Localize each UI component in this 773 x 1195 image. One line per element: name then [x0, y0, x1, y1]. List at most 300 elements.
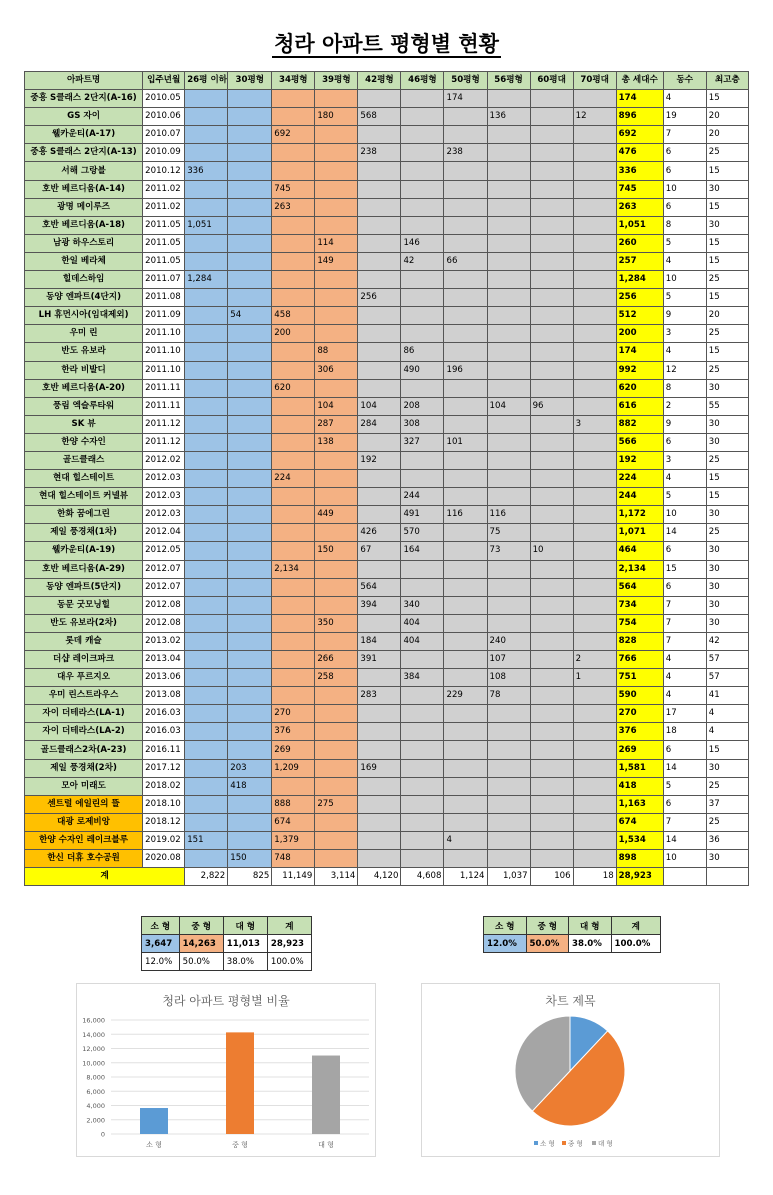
- table-cell: [228, 289, 272, 307]
- table-cell: 2011.12: [143, 415, 185, 433]
- apartment-name: 호반 베르디움(A-20): [25, 379, 143, 397]
- table-cell: 54: [228, 307, 272, 325]
- y-tick-label: 8,000: [86, 1073, 105, 1082]
- table-cell: [444, 415, 487, 433]
- table-cell: [444, 216, 487, 234]
- table-cell: [272, 578, 315, 596]
- table-row: [25, 361, 749, 379]
- table-cell: [487, 777, 530, 795]
- table-cell: [487, 451, 530, 469]
- bar-chart-svg: [77, 984, 375, 1156]
- table-cell: [358, 126, 401, 144]
- table-cell: 828: [616, 632, 663, 650]
- table-cell: [573, 162, 616, 180]
- table-cell: [315, 180, 358, 198]
- table-cell: [358, 669, 401, 687]
- table-cell: 146: [401, 234, 444, 252]
- table-cell: [315, 307, 358, 325]
- table-cell: [228, 632, 272, 650]
- table-cell: [358, 180, 401, 198]
- table-cell: [315, 596, 358, 614]
- table-cell: [228, 144, 272, 162]
- total-percent: 100.0%: [267, 953, 311, 971]
- apartment-name: GS 자이: [25, 108, 143, 126]
- table-cell: [315, 705, 358, 723]
- table-cell: [272, 397, 315, 415]
- table-cell: [444, 759, 487, 777]
- table-cell: 2011.05: [143, 252, 185, 270]
- table-cell: [487, 325, 530, 343]
- table-cell: 2012.08: [143, 614, 185, 632]
- table-cell: 2012.07: [143, 578, 185, 596]
- table-cell: [444, 271, 487, 289]
- table-cell: 308: [401, 415, 444, 433]
- table-cell: 2011.09: [143, 307, 185, 325]
- table-cell: [530, 759, 573, 777]
- table-row: [25, 252, 749, 270]
- table-cell: 25: [706, 524, 748, 542]
- table-row: [25, 397, 749, 415]
- table-cell: [530, 506, 573, 524]
- table-cell: [487, 596, 530, 614]
- table-cell: [185, 741, 228, 759]
- table-cell: [487, 795, 530, 813]
- table-cell: 2016.03: [143, 705, 185, 723]
- table-row: [25, 451, 749, 469]
- table-cell: [530, 470, 573, 488]
- apartment-name: 중흥 S클래스 2단지(A-13): [25, 144, 143, 162]
- table-cell: 2018.12: [143, 813, 185, 831]
- table-cell: [185, 560, 228, 578]
- table-cell: 2020.08: [143, 850, 185, 868]
- table-cell: 1,284: [185, 271, 228, 289]
- table-cell: [401, 451, 444, 469]
- table-cell: 269: [616, 741, 663, 759]
- table-cell: [573, 831, 616, 849]
- table-cell: [315, 488, 358, 506]
- y-tick-label: 4,000: [86, 1102, 105, 1110]
- table-cell: 256: [616, 289, 663, 307]
- table-cell: [358, 560, 401, 578]
- table-cell: [185, 723, 228, 741]
- apartment-name: 모아 미래도: [25, 777, 143, 795]
- table-cell: [228, 578, 272, 596]
- table-cell: [228, 542, 272, 560]
- table-cell: 208: [401, 397, 444, 415]
- table-cell: [228, 180, 272, 198]
- table-cell: [228, 325, 272, 343]
- table-cell: 2017.12: [143, 759, 185, 777]
- table-cell: [228, 470, 272, 488]
- table-cell: 1,172: [616, 506, 663, 524]
- apartment-name: 현대 힐스테이트 커넬뷰: [25, 488, 143, 506]
- table-cell: [185, 126, 228, 144]
- table-row: [25, 325, 749, 343]
- table-cell: [228, 723, 272, 741]
- table-cell: 2012.07: [143, 560, 185, 578]
- table-cell: [228, 687, 272, 705]
- table-cell: [487, 216, 530, 234]
- table-cell: [573, 397, 616, 415]
- table-cell: [358, 777, 401, 795]
- table-cell: [358, 506, 401, 524]
- table-cell: 4: [706, 705, 748, 723]
- table-cell: [358, 850, 401, 868]
- table-cell: [573, 596, 616, 614]
- table-cell: [530, 596, 573, 614]
- table-cell: 449: [315, 506, 358, 524]
- table-cell: 2012.03: [143, 488, 185, 506]
- table-cell: [185, 343, 228, 361]
- pie-chart: [421, 983, 720, 1157]
- table-cell: 2012.04: [143, 524, 185, 542]
- table-cell: [530, 162, 573, 180]
- table-cell: [228, 126, 272, 144]
- table-cell: [401, 470, 444, 488]
- table-cell: 244: [616, 488, 663, 506]
- table-cell: 30: [706, 216, 748, 234]
- table-cell: 10: [663, 180, 706, 198]
- table-cell: [358, 325, 401, 343]
- table-cell: [272, 651, 315, 669]
- table-cell: [185, 687, 228, 705]
- table-row: [25, 126, 749, 144]
- table-cell: 30: [706, 578, 748, 596]
- table-cell: [272, 596, 315, 614]
- table-cell: 3: [663, 451, 706, 469]
- table-cell: [272, 669, 315, 687]
- table-cell: 30: [706, 560, 748, 578]
- sum-cell: 106: [530, 868, 573, 886]
- table-row: [25, 723, 749, 741]
- table-cell: 2011.11: [143, 379, 185, 397]
- table-cell: 30: [706, 379, 748, 397]
- table-cell: 25: [706, 777, 748, 795]
- table-cell: [272, 415, 315, 433]
- table-cell: 1,379: [272, 831, 315, 849]
- table-cell: [573, 180, 616, 198]
- table-cell: [228, 90, 272, 108]
- table-cell: 263: [616, 198, 663, 216]
- table-cell: [487, 433, 530, 451]
- table-cell: 150: [228, 850, 272, 868]
- table-cell: 2011.08: [143, 289, 185, 307]
- empty-cell: [663, 868, 706, 886]
- table-row: [25, 560, 749, 578]
- table-cell: 491: [401, 506, 444, 524]
- table-cell: [401, 687, 444, 705]
- table-cell: [185, 578, 228, 596]
- table-cell: [228, 795, 272, 813]
- table-cell: [185, 506, 228, 524]
- table-header: [25, 72, 749, 90]
- table-cell: [228, 831, 272, 849]
- summary-header: 대 형: [569, 917, 612, 935]
- table-cell: [530, 741, 573, 759]
- table-cell: [315, 831, 358, 849]
- table-cell: 2010.07: [143, 126, 185, 144]
- column-header: 46평형: [401, 72, 444, 90]
- table-cell: 269: [272, 741, 315, 759]
- table-cell: [185, 850, 228, 868]
- table-cell: [444, 813, 487, 831]
- table-cell: 192: [358, 451, 401, 469]
- table-cell: 15: [706, 488, 748, 506]
- table-row: [25, 343, 749, 361]
- table-cell: 2013.02: [143, 632, 185, 650]
- table-cell: [185, 252, 228, 270]
- table-cell: [573, 343, 616, 361]
- table-cell: [487, 850, 530, 868]
- table-cell: 55: [706, 397, 748, 415]
- table-cell: 564: [616, 578, 663, 596]
- table-cell: [487, 234, 530, 252]
- table-cell: [228, 488, 272, 506]
- table-cell: [315, 524, 358, 542]
- table-cell: [358, 741, 401, 759]
- table-cell: 174: [444, 90, 487, 108]
- table-cell: 394: [358, 596, 401, 614]
- table-cell: 4: [663, 343, 706, 361]
- table-cell: [573, 705, 616, 723]
- table-cell: 1,051: [616, 216, 663, 234]
- table-cell: 12: [573, 108, 616, 126]
- table-row: [25, 307, 749, 325]
- table-cell: [185, 705, 228, 723]
- table-cell: 2012.05: [143, 542, 185, 560]
- table-cell: 10: [663, 850, 706, 868]
- table-cell: [228, 524, 272, 542]
- table-cell: [401, 651, 444, 669]
- table-cell: [315, 687, 358, 705]
- table-cell: 20: [706, 307, 748, 325]
- table-cell: 174: [616, 90, 663, 108]
- table-cell: [573, 289, 616, 307]
- table-cell: [228, 216, 272, 234]
- table-cell: 4: [706, 723, 748, 741]
- summary-header: 소 형: [484, 917, 527, 935]
- table-cell: [185, 198, 228, 216]
- table-cell: [401, 271, 444, 289]
- table-cell: [444, 705, 487, 723]
- table-cell: 136: [487, 108, 530, 126]
- table-cell: [315, 759, 358, 777]
- table-cell: 287: [315, 415, 358, 433]
- table-cell: [358, 234, 401, 252]
- table-cell: [185, 325, 228, 343]
- table-cell: 15: [663, 560, 706, 578]
- table-cell: [530, 216, 573, 234]
- table-cell: 674: [616, 813, 663, 831]
- apartment-name: 웰카운티(A-19): [25, 542, 143, 560]
- table-cell: 564: [358, 578, 401, 596]
- summary-header: 소 형: [142, 917, 180, 935]
- table-cell: 418: [616, 777, 663, 795]
- table-cell: [487, 343, 530, 361]
- table-cell: [573, 614, 616, 632]
- table-cell: [358, 614, 401, 632]
- table-cell: 2012.02: [143, 451, 185, 469]
- table-cell: 224: [272, 470, 315, 488]
- summary-header: 중 형: [179, 917, 223, 935]
- apartment-name: 한양 수자인 레이크블루: [25, 831, 143, 849]
- table-cell: 2016.11: [143, 741, 185, 759]
- table-cell: [272, 506, 315, 524]
- table-cell: 270: [272, 705, 315, 723]
- table-cell: 200: [616, 325, 663, 343]
- table-cell: 4: [663, 687, 706, 705]
- table-cell: [185, 759, 228, 777]
- apartment-name: 자이 더테라스(LA-1): [25, 705, 143, 723]
- sum-cell: 1,124: [444, 868, 487, 886]
- table-cell: [530, 325, 573, 343]
- sum-cell: 11,149: [272, 868, 315, 886]
- table-cell: [272, 451, 315, 469]
- table-row: [25, 687, 749, 705]
- apartment-name: 힐데스하임: [25, 271, 143, 289]
- table-cell: [573, 271, 616, 289]
- y-tick-label: 14,000: [82, 1030, 105, 1039]
- table-cell: [185, 596, 228, 614]
- table-cell: 14: [663, 759, 706, 777]
- table-cell: [530, 850, 573, 868]
- table-cell: 114: [315, 234, 358, 252]
- grand-total: 28,923: [616, 868, 663, 886]
- table-cell: 418: [228, 777, 272, 795]
- table-cell: 15: [706, 741, 748, 759]
- table-cell: [530, 813, 573, 831]
- table-cell: [444, 126, 487, 144]
- table-cell: 6: [663, 433, 706, 451]
- table-cell: 2,134: [272, 560, 315, 578]
- table-cell: [401, 795, 444, 813]
- table-cell: [487, 289, 530, 307]
- table-cell: 30: [706, 614, 748, 632]
- table-cell: 3: [663, 325, 706, 343]
- table-cell: 15: [706, 289, 748, 307]
- table-row: [25, 705, 749, 723]
- table-row: [25, 850, 749, 868]
- table-cell: [530, 144, 573, 162]
- table-cell: [358, 831, 401, 849]
- table-cell: 391: [358, 651, 401, 669]
- table-cell: [272, 343, 315, 361]
- table-cell: 992: [616, 361, 663, 379]
- table-cell: [444, 850, 487, 868]
- table-cell: [358, 271, 401, 289]
- table-cell: 263: [272, 198, 315, 216]
- table-row: [25, 524, 749, 542]
- table-cell: [530, 488, 573, 506]
- table-cell: 1,071: [616, 524, 663, 542]
- table-cell: 57: [706, 669, 748, 687]
- table-cell: [401, 759, 444, 777]
- summary-header: 계: [267, 917, 311, 935]
- table-cell: 2011.12: [143, 433, 185, 451]
- table-cell: 150: [315, 542, 358, 560]
- bar-chart: [76, 983, 376, 1157]
- table-cell: [185, 813, 228, 831]
- table-cell: 164: [401, 542, 444, 560]
- table-cell: 5: [663, 488, 706, 506]
- table-cell: 20: [706, 108, 748, 126]
- table-cell: 745: [616, 180, 663, 198]
- table-cell: [272, 488, 315, 506]
- sum-cell: 4,120: [358, 868, 401, 886]
- table-cell: [185, 415, 228, 433]
- table-cell: [185, 795, 228, 813]
- table-cell: [530, 723, 573, 741]
- table-cell: [530, 126, 573, 144]
- table-cell: 620: [272, 379, 315, 397]
- table-cell: [444, 180, 487, 198]
- table-cell: 15: [706, 90, 748, 108]
- table-cell: [272, 108, 315, 126]
- column-header: 30평형: [228, 72, 272, 90]
- table-cell: 42: [706, 632, 748, 650]
- table-cell: [487, 415, 530, 433]
- table-cell: [530, 415, 573, 433]
- sum-cell: 3,114: [315, 868, 358, 886]
- table-cell: 180: [315, 108, 358, 126]
- table-cell: [401, 379, 444, 397]
- large-percent: 38.0%: [223, 953, 267, 971]
- table-cell: [228, 433, 272, 451]
- table-cell: [185, 108, 228, 126]
- table-cell: 10: [530, 542, 573, 560]
- table-cell: 2013.08: [143, 687, 185, 705]
- apartment-name: 우미 린: [25, 325, 143, 343]
- table-cell: [228, 361, 272, 379]
- table-cell: [573, 234, 616, 252]
- table-cell: 6: [663, 741, 706, 759]
- sum-cell: 825: [228, 868, 272, 886]
- table-cell: [444, 470, 487, 488]
- legend-label: 소 형: [540, 1139, 555, 1148]
- table-cell: 30: [706, 415, 748, 433]
- table-cell: 9: [663, 307, 706, 325]
- table-cell: 30: [706, 850, 748, 868]
- summary-table-left: [141, 916, 312, 971]
- table-cell: 2013.06: [143, 669, 185, 687]
- table-cell: [444, 234, 487, 252]
- table-cell: [358, 252, 401, 270]
- table-cell: [272, 361, 315, 379]
- table-cell: 196: [444, 361, 487, 379]
- table-cell: 25: [706, 271, 748, 289]
- table-cell: 350: [315, 614, 358, 632]
- table-cell: 41: [706, 687, 748, 705]
- table-cell: [444, 198, 487, 216]
- table-cell: 240: [487, 632, 530, 650]
- table-cell: 224: [616, 470, 663, 488]
- table-cell: [358, 198, 401, 216]
- table-cell: 2016.03: [143, 723, 185, 741]
- table-cell: [401, 777, 444, 795]
- table-cell: 336: [616, 162, 663, 180]
- table-cell: [358, 723, 401, 741]
- medium-percent: 50.0%: [526, 935, 569, 953]
- table-cell: [401, 850, 444, 868]
- table-cell: [315, 379, 358, 397]
- table-cell: [401, 560, 444, 578]
- table-cell: 8: [663, 379, 706, 397]
- table-cell: [487, 126, 530, 144]
- table-cell: [358, 705, 401, 723]
- table-cell: [573, 307, 616, 325]
- table-cell: [444, 397, 487, 415]
- table-cell: 96: [530, 397, 573, 415]
